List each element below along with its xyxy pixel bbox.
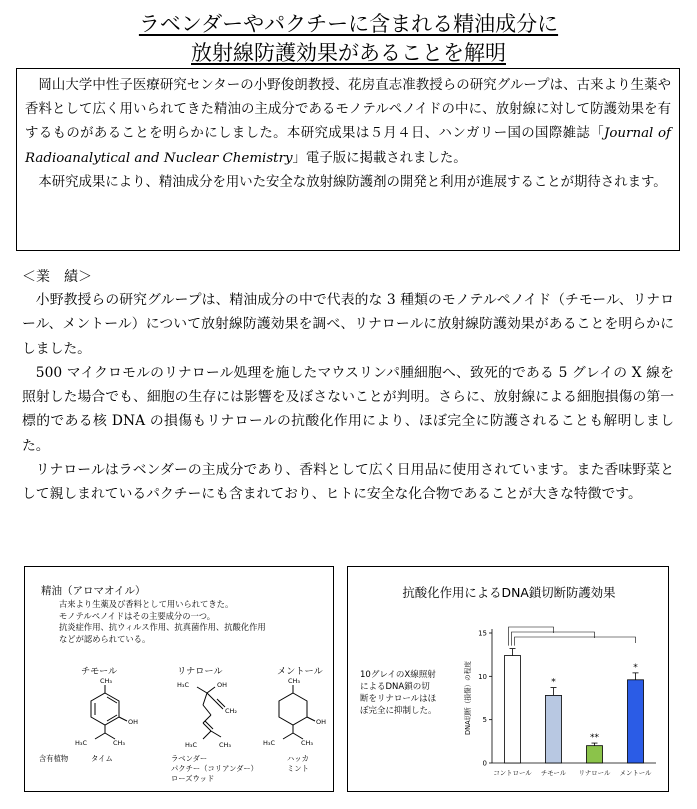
menthol-plants [287, 754, 309, 774]
compound-name-menthol: メントール [277, 666, 323, 677]
journal-name: Journal of Radioanalytical and Nuclear Chemistry [25, 126, 671, 166]
comparison-bracket [512, 632, 595, 646]
summary-box [16, 68, 680, 251]
x-tick-label: チモール [540, 769, 567, 777]
chart-panel [347, 566, 669, 792]
summary-paragraph-1 [25, 74, 671, 171]
linalool-h3c-label: H₃C [177, 681, 190, 689]
y-tick-label: 10 [478, 672, 487, 681]
chart-note-line: ぼ完全に抑制した。 [360, 706, 437, 716]
menthol-ch3-label-2: CH₃ [301, 739, 314, 747]
thymol-ch3-label: CH₃ [100, 677, 113, 685]
linalool-structure [167, 677, 257, 751]
chart-note-line: 断をリナロールはほ [360, 694, 437, 704]
thymol-structure [69, 677, 149, 749]
plant-name: ローズウッド [171, 774, 215, 783]
chart-title: 抗酸化作用によるDNA鎖切断防護効果 [402, 585, 616, 600]
desc-line: などが認められている。 [59, 633, 151, 644]
section-heading: ＜業 績＞ [22, 269, 92, 285]
thymol-ch3-label-2: CH₃ [113, 739, 126, 747]
desc-line: 古来より生薬及び香料として用いられてきた。 [59, 599, 234, 609]
y-tick-label: 0 [482, 759, 487, 768]
bar [546, 695, 562, 763]
body-paragraph-2: 500 マイクロモルのリナロール処理を施したマウスリンパ腫細胞へ、致死的である 5 グレイの X 線を照射した場合でも、細胞の生存には影響を及ぼさないことが判明。さらに、放射線による細胞損傷の第一標的である核 DNA の損傷もリナロールの抗酸化作用により、ほぼ完全に防護されることも解明しました。 [22, 364, 674, 454]
x-tick-label: メントール [619, 769, 652, 777]
y-axis-label: DNA切断（損傷）の程度 [464, 661, 472, 735]
comparison-bracket [515, 637, 636, 646]
comparison-bracket [509, 627, 554, 646]
essential-oil-description [59, 599, 266, 645]
bar [505, 656, 521, 763]
title-line-2: 放射線防護効果があることを解明 [191, 41, 506, 65]
plants-label: 含有植物 [39, 754, 69, 763]
menthol-oh-label: OH [316, 718, 327, 726]
linalool-ch3-label: CH₃ [219, 741, 232, 749]
compound-name-thymol: チモール [81, 666, 118, 677]
summary-text-a: 岡山大学中性子医療研究センターの小野俊朗教授、花房直志准教授らの研究グループは、古来より生薬や香料として広く用いられてきた精油の主成分であるモノテルペノイドの中に、放射線に対して防護効果を有するものがあることを明らかにしました。本研究成果は５月４日、ハンガリー国の国際雑誌「 [25, 78, 671, 142]
significance-mark: * [633, 662, 638, 673]
thymol-plants [91, 754, 113, 764]
title-line-1: ラベンダーやパクチーに含まれる精油成分に [138, 12, 559, 36]
menthol-ch3-label: CH₃ [288, 677, 301, 685]
bar [628, 680, 644, 763]
significance-mark: ** [590, 733, 599, 744]
linalool-plants [171, 754, 258, 784]
plant-name: ミント [287, 764, 309, 773]
significance-mark: * [551, 677, 556, 688]
y-tick-label: 15 [478, 629, 487, 638]
summary-paragraph-2: 本研究成果により、精油成分を用いた安全な放射線防護剤の開発と利用が進展することが期待されます。 [38, 174, 667, 190]
chart-note [360, 669, 437, 717]
compound-name-linalool: リナロール [177, 666, 223, 677]
essential-oil-title: 精油（アロマオイル） [41, 585, 146, 597]
desc-line: モノテルペノイドはその主要成分の一つ。 [59, 610, 216, 621]
body-paragraph-3: リナロールはラベンダーの主成分であり、香料として広く日用品に使用されています。また香味野菜として親しまれているパクチーにも含まれており、ヒトに安全な化合物であることが大きな特徴です。 [22, 462, 674, 503]
plant-name: ハッカ [287, 754, 309, 763]
plant-name: ラベンダー [171, 754, 208, 763]
structures-panel [24, 566, 334, 792]
plant-name: パクチー（コリアンダー） [171, 764, 258, 773]
bar [587, 746, 603, 763]
linalool-h3c-label-2: H₃C [185, 741, 198, 749]
x-tick-label: コントロール [493, 769, 532, 777]
linalool-oh-label: OH [217, 681, 228, 689]
menthol-h3c-label: H₃C [263, 739, 276, 747]
x-tick-label: リナロール [578, 769, 611, 777]
desc-line: 抗炎症作用、抗ウィルス作用、抗真菌作用、抗酸化作用 [59, 622, 266, 632]
linalool-ch2-label: CH₂ [225, 707, 238, 715]
thymol-h3c-label: H₃C [75, 739, 88, 747]
body-text [22, 288, 674, 507]
plant-name: タイム [91, 754, 113, 763]
thymol-oh-label: OH [128, 718, 139, 726]
chart-note-line: によるDNA鎖の切 [360, 682, 430, 692]
chart-note-line: 10グレイのX線照射 [360, 670, 436, 680]
summary-text-b: 」電子版に掲載されました。 [292, 150, 467, 166]
body-paragraph-1: 小野教授らの研究グループは、精油成分の中で代表的な 3 種類のモノテルペノイド（チモール、リナロール、メントール）について放射線防護効果を調べ、リナロールに放射線防護効果があることを明らかにしました。 [22, 292, 674, 357]
y-tick-label: 5 [482, 716, 487, 725]
menthol-structure [257, 677, 337, 749]
article-title [0, 10, 697, 68]
dna-damage-bar-chart [456, 613, 660, 789]
